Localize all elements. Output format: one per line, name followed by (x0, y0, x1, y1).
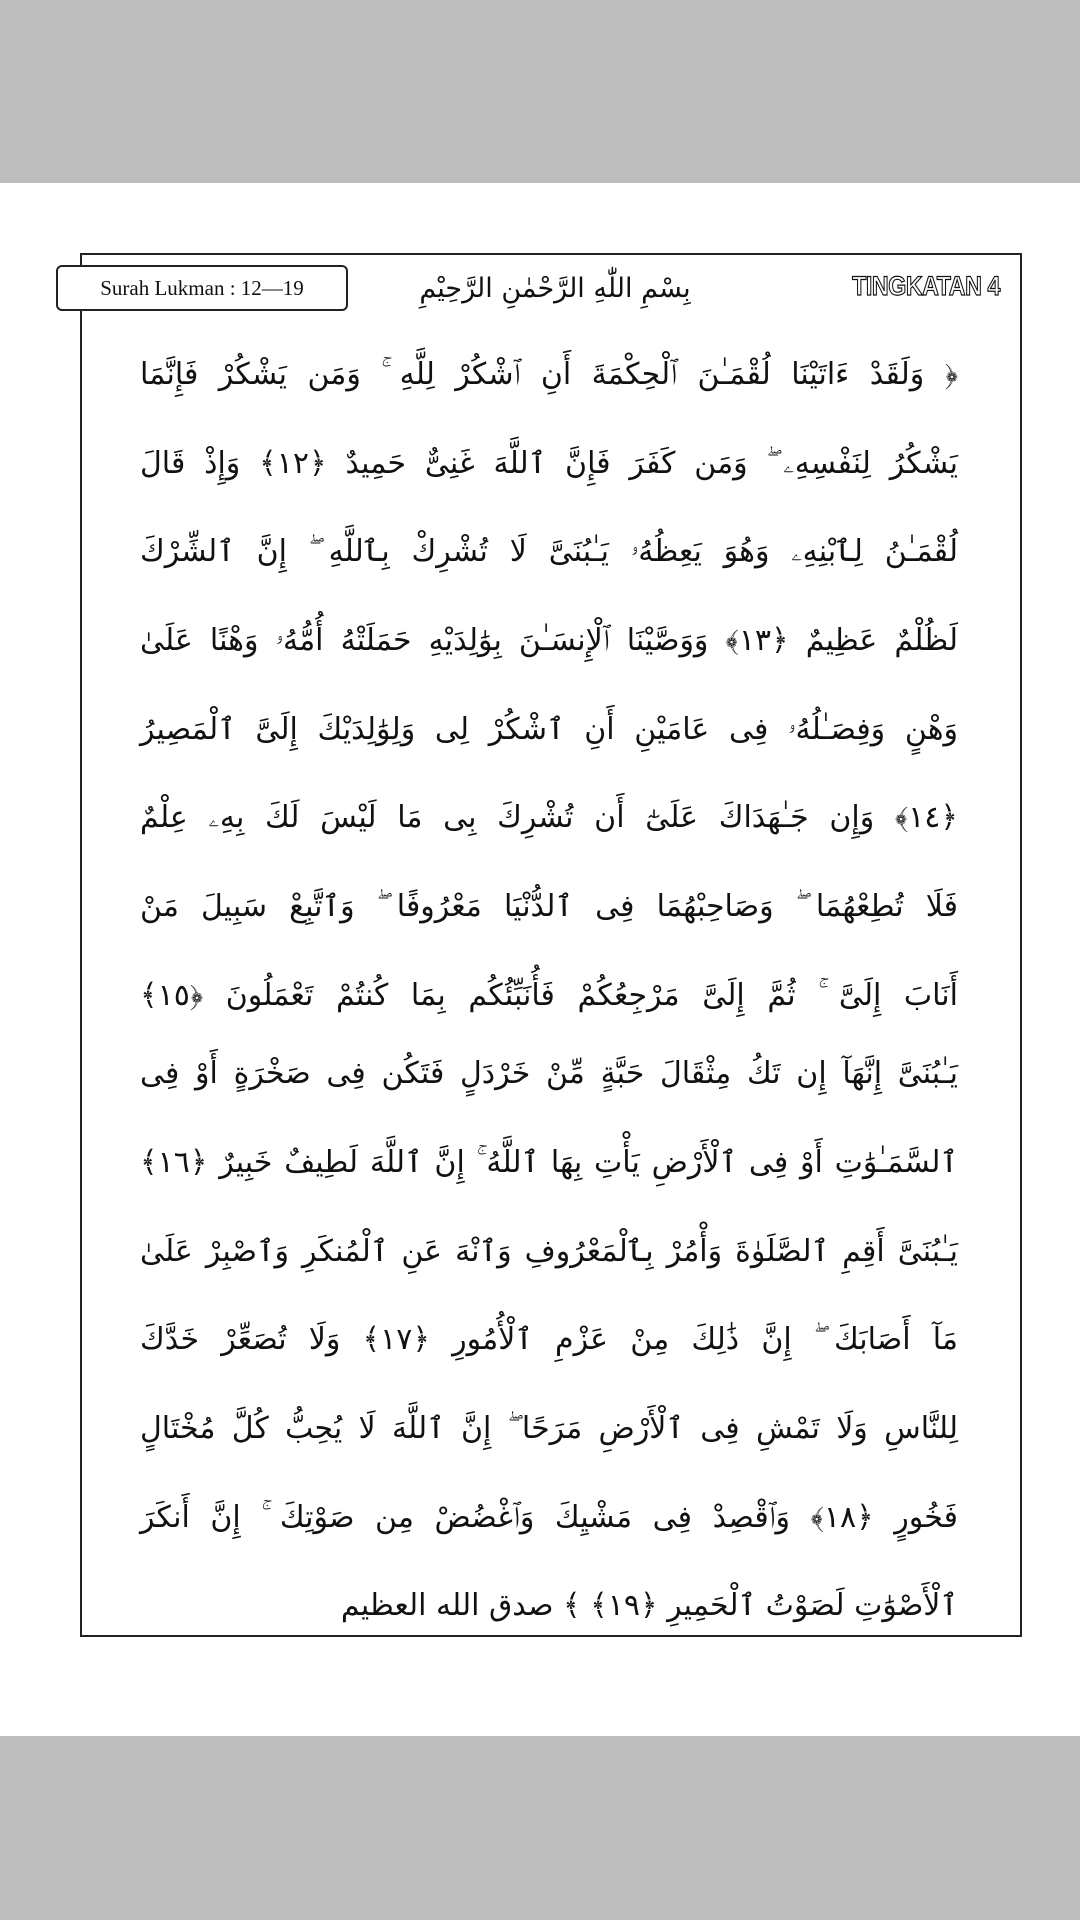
bottom-letterbox (0, 1736, 1080, 1920)
verse-line-8: أَنَابَ إِلَىَّ ۚ ثُمَّ إِلَىَّ مَرْجِعُكُمْ فَأُنَبِّئُكُم بِمَا كُنتُمْ تَعْمَلُونَ ﴿١٥﴾ (140, 978, 958, 1013)
verse-line-5: وَهْنٍ وَفِصَـٰلُهُۥ فِى عَامَيْنِ أَنِ ٱشْكُرْ لِى وَلِوَٰلِدَيْكَ إِلَىَّ ٱلْمَصِيرُ (140, 712, 958, 747)
verse-line-14: فَخُورٍ ﴿١٨﴾ وَٱقْصِدْ فِى مَشْيِكَ وَٱغْضُضْ مِن صَوْتِكَ ۚ إِنَّ أَنكَرَ (140, 1500, 958, 1535)
quran-page (0, 183, 1080, 1736)
bismillah-calligraphy: بِسْمِ اللّٰهِ الرَّحْمٰنِ الرَّحِيْمِ (419, 272, 691, 304)
verse-line-10: ٱلسَّمَـٰوَٰتِ أَوْ فِى ٱلْأَرْضِ يَأْتِ بِهَا ٱللَّهُ ۚ إِنَّ ٱللَّهَ لَطِيفٌ خَبِيرٌ ﴿١٦﴾ (140, 1145, 958, 1180)
verse-line-4: لَظُلْمٌ عَظِيمٌ ﴿١٣﴾ وَوَصَّيْنَا ٱلْإِنسَـٰنَ بِوَٰلِدَيْهِ حَمَلَتْهُ أُمُّهُۥ وَهْنًا عَلَىٰ (140, 623, 958, 658)
verse-line-13: لِلنَّاسِ وَلَا تَمْشِ فِى ٱلْأَرْضِ مَرَحًا ۖ إِنَّ ٱللَّهَ لَا يُحِبُّ كُلَّ مُخْتَالٍ (140, 1411, 958, 1446)
verse-line-7: فَلَا تُطِعْهُمَا ۖ وَصَاحِبْهُمَا فِى ٱلدُّنْيَا مَعْرُوفًا ۖ وَٱتَّبِعْ سَبِيلَ مَنْ (140, 889, 958, 924)
verse-line-2: يَشْكُرُ لِنَفْسِهِۦ ۖ وَمَن كَفَرَ فَإِنَّ ٱللَّهَ غَنِىٌّ حَمِيدٌ ﴿١٢﴾ وَإِذْ قَالَ (140, 446, 958, 481)
top-letterbox (0, 0, 1080, 183)
verse-line-15: ٱلْأَصْوَٰتِ لَصَوْتُ ٱلْحَمِيرِ ﴿١٩﴾ ﴾ صدق الله العظيم (340, 1588, 958, 1623)
verse-line-6: ﴿١٤﴾ وَإِن جَـٰهَدَاكَ عَلَىٰٓ أَن تُشْرِكَ بِى مَا لَيْسَ لَكَ بِهِۦ عِلْمٌ (140, 800, 958, 835)
surah-label: Surah Lukman : 12—19 (56, 265, 348, 311)
tingkatan-label: TINGKATAN 4 (852, 271, 1000, 301)
verse-line-1: ﴿ وَلَقَدْ ءَاتَيْنَا لُقْمَـٰنَ ٱلْحِكْمَةَ أَنِ ٱشْكُرْ لِلَّهِ ۚ وَمَن يَشْكُرْ فَإِنَّمَا (140, 357, 958, 392)
verse-line-9: يَـٰبُنَىَّ إِنَّهَآ إِن تَكُ مِثْقَالَ حَبَّةٍ مِّنْ خَرْدَلٍ فَتَكُن فِى صَخْرَةٍ أَوْ فِى (140, 1056, 958, 1091)
verse-line-3: لُقْمَـٰنُ لِٱبْنِهِۦ وَهُوَ يَعِظُهُۥ يَـٰبُنَىَّ لَا تُشْرِكْ بِٱللَّهِ ۖ إِنَّ ٱلشِّرْكَ (140, 534, 958, 569)
verse-line-12: مَآ أَصَابَكَ ۖ إِنَّ ذَٰلِكَ مِنْ عَزْمِ ٱلْأُمُورِ ﴿١٧﴾ وَلَا تُصَعِّرْ خَدَّكَ (140, 1322, 958, 1357)
verse-line-11: يَـٰبُنَىَّ أَقِمِ ٱلصَّلَوٰةَ وَأْمُرْ بِٱلْمَعْرُوفِ وَٱنْهَ عَنِ ٱلْمُنكَرِ وَٱصْبِرْ عَلَىٰ (140, 1234, 958, 1269)
